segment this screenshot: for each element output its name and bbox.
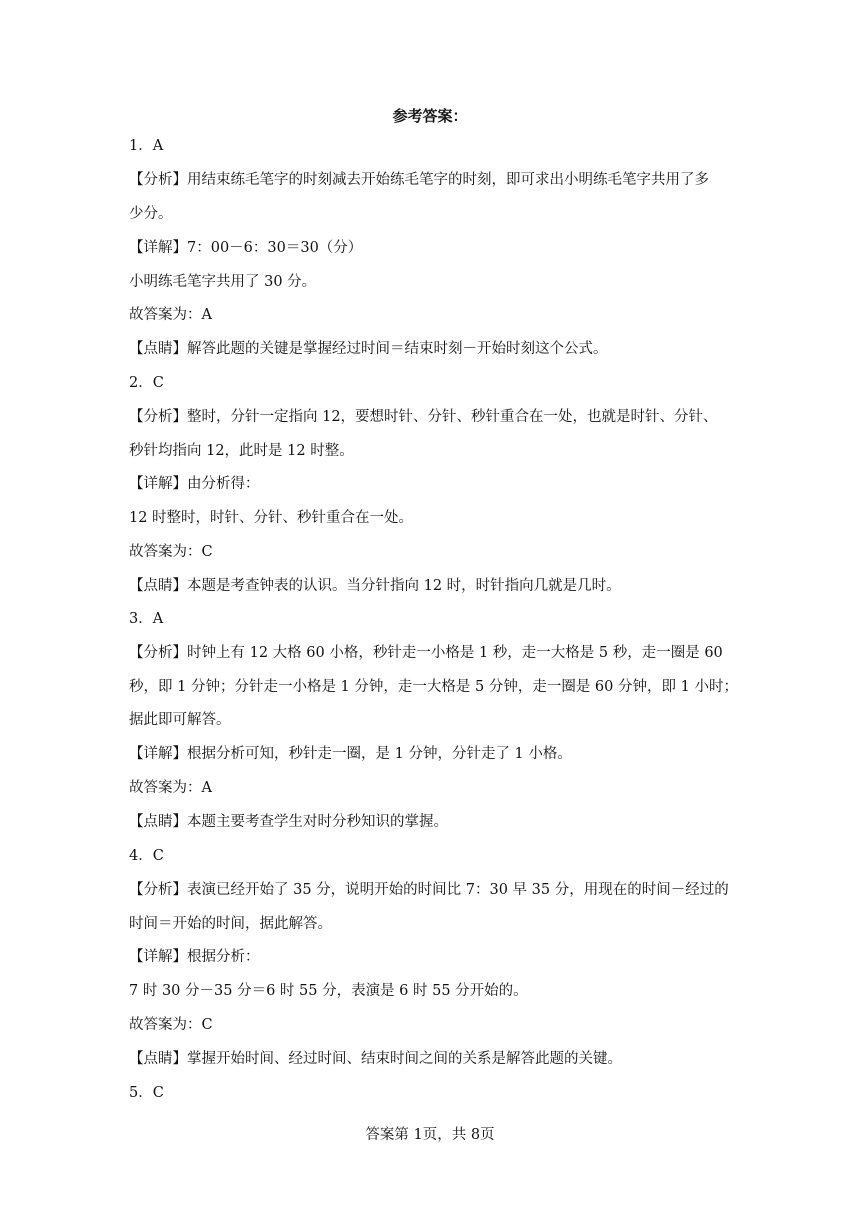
answer-line: 2．C: [129, 375, 164, 391]
answer-line: 秒，即 1 分钟；分针走一小格是 1 分钟，走一大格是 5 分钟，走一圈是 60 分钟，即 1 小时；: [129, 679, 738, 695]
answer-line: 秒针均指向 12，此时是 12 时整。: [129, 443, 354, 459]
answer-line: 时间＝开始的时间，据此解答。: [129, 916, 332, 932]
answer-line: 【点睛】本题主要考查学生对时分秒知识的掌握。: [129, 814, 448, 830]
answer-line: 【点睛】本题是考查钟表的认识。当分针指向 12 时，时针指向几就是几时。: [129, 578, 621, 594]
answer-line: 【详解】7：00－6：30＝30（分）: [129, 240, 363, 256]
page-title: 参考答案：: [392, 107, 468, 125]
answer-line: 【详解】由分析得：: [129, 476, 260, 492]
answer-line: 【点睛】掌握开始时间、经过时间、结束时间之间的关系是解答此题的关键。: [129, 1051, 622, 1067]
page-footer: 答案第 1页，共 8页: [365, 1127, 495, 1143]
answer-line: 5．C: [129, 1085, 164, 1101]
answer-line: 故答案为：C: [129, 544, 213, 560]
answer-line: 【详解】根据分析：: [129, 949, 260, 965]
answer-line: 据此即可解答。: [129, 712, 231, 728]
answer-line: 故答案为：C: [129, 1017, 213, 1033]
answer-line: 【分析】用结束练毛笔字的时刻减去开始练毛笔字的时刻，即可求出小明练毛笔字共用了多: [129, 172, 709, 188]
answer-line: 12 时整时，时针、分针、秒针重合在一处。: [129, 510, 414, 526]
answer-line: 【分析】表演已经开始了 35 分，说明开始的时间比 7：30 早 35 分，用现在的时间－经过的: [129, 882, 729, 898]
answer-line: 小明练毛笔字共用了 30 分。: [129, 274, 317, 290]
answer-line: 【分析】时钟上有 12 大格 60 小格，秒针走一小格是 1 秒，走一大格是 5 秒，走一圈是 60: [129, 645, 723, 661]
answer-line: 【点睛】解答此题的关键是掌握经过时间＝结束时刻－开始时刻这个公式。: [129, 341, 608, 357]
answer-line: 1．A: [129, 138, 164, 154]
answer-line: 故答案为：A: [129, 307, 212, 323]
answer-line: 【详解】根据分析可知，秒针走一圈，是 1 分钟，分针走了 1 小格。: [129, 746, 572, 762]
answer-line: 4．C: [129, 848, 164, 864]
answer-line: 故答案为：A: [129, 780, 212, 796]
answer-line: 【分析】整时，分针一定指向 12，要想时针、分针、秒针重合在一处，也就是时针、分针、: [129, 409, 718, 425]
answer-line: 少分。: [129, 206, 173, 222]
answer-line: 7 时 30 分－35 分＝6 时 55 分，表演是 6 时 55 分开始的。: [129, 983, 528, 999]
answer-line: 3．A: [129, 611, 164, 627]
